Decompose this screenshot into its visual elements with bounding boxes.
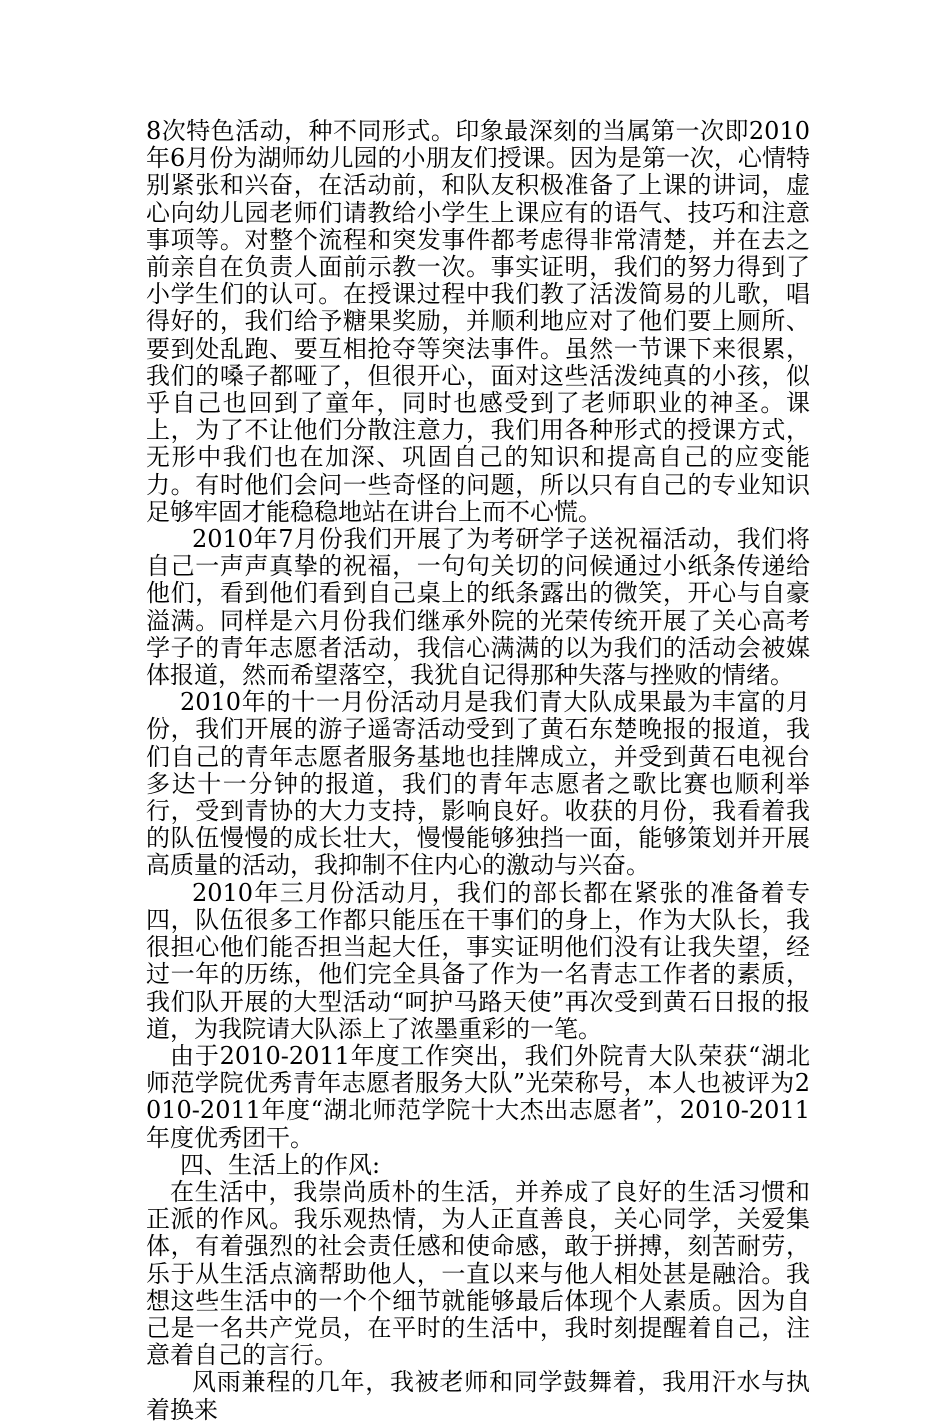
paragraph-closing: 风雨兼程的几年，我被老师和同学鼓舞着，我用汗水与执着换来 — [146, 1368, 810, 1424]
document-page — [146, 118, 810, 1424]
section-heading-life-style: 四、生活上的作风: — [180, 1150, 381, 1179]
paragraph-march-activities: 2010年三月份活动月，我们的部长都在紧张的准备着专四，队伍很多工作都只能压在干事们的身上，作为大队长，我很担心他们能否担当起大任，事实证明他们没有让我失望，经过一年的历练，他们完全具备了作为一名青志工作者的素质，我们队开展的大型活动“呵护马路天使”再次受到黄石日报的报道，为我院请大队添上了浓墨重彩的一笔。 — [146, 878, 810, 1043]
paragraph-november-activities: 2010年的十一月份活动月是我们青大队成果最为丰富的月份，我们开展的游子遥寄活动受到了黄石东楚晚报的报道，我们自己的青年志愿者服务基地也挂牌成立，并受到黄石电视台多达十一分钟的报道，我们的青年志愿者之歌比赛也顺利举行，受到青协的大力支持，影响良好。收获的月份，我看着我的队伍慢慢的成长壮大，慢慢能够独挡一面，能够策划并开展高质量的活动，我抑制不住内心的激动与兴奋。 — [146, 688, 810, 880]
paragraph-activities-kindergarten: 8次特色活动，种不同形式。印象最深刻的当属第一次即2010年6月份为湖师幼儿园的小朋友们授课。因为是第一次，心情特别紧张和兴奋，在活动前，和队友积极准备了上课的讲词，虚心向幼儿园老师们请教给小学生上课应有的语气、技巧和注意事项等。对整个流程和突发事件都考虑得非常清楚，并在去之前亲自在负责人面前示教一次。事实证明，我们的努力得到了小学生们的认可。在授课过程中我们教了活泼简易的儿歌，唱得好的，我们给予糖果奖励，并顺利地应对了他们要上厕所、要到处乱跑、要互相抢夺等突法事件。虽然一节课下来很累，我们的嗓子都哑了，但很开心，面对这些活泼纯真的小孩，似乎自己也回到了童年，同时也感受到了老师职业的神圣。课上，为了不让他们分散注意力，我们用各种形式的授课方式，无形中我们也在加深、巩固自己的知识和提高自己的应变能力。有时他们会问一些奇怪的问题，所以只有自己的专业知识足够牢固才能稳稳地站在讲台上而不心慌。 — [146, 117, 810, 526]
paragraph-honors: 由于2010-2011年度工作突出，我们外院青大队荣获“湖北师范学院优秀青年志愿者服务大队”光荣称号，本人也被评为2010-2011年度“湖北师范学院十大杰出志愿者”，2010-2011年度优秀团干。 — [146, 1041, 810, 1152]
paragraph-life-style: 在生活中，我崇尚质朴的生活，并养成了良好的生活习惯和正派的作风。我乐观热情，为人正直善良，关心同学，关爱集体，有着强烈的社会责任感和使命感，敢于拼搏，刻苦耐劳，乐于从生活点滴帮助他人，一直以来与他人相处甚是融洽。我想这些生活中的一个个细节就能够最后体现个人素质。因为自己是一名共产党员，在平时的生活中，我时刻提醒着自己，注意着自己的言行。 — [146, 1177, 810, 1370]
paragraph-exam-blessings: 2010年7月份我们开展了为考研学子送祝福活动，我们将自己一声声真挚的祝福，一句句关切的问候通过小纸条传递给他们，看到他们看到自己桌上的纸条露出的微笑，开心与自豪溢满。同样是六月份我们继承外院的光荣传统开展了关心高考学子的青年志愿者活动，我信心满满的以为我们的活动会被媒体报道，然而希望落空，我犹自记得那种失落与挫败的情绪。 — [146, 525, 810, 690]
